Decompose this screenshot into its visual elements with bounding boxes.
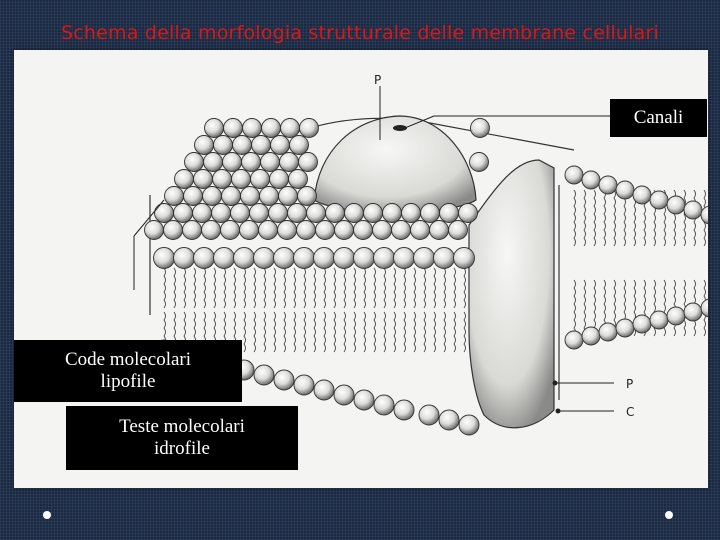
marker-p-side: P — [626, 377, 634, 391]
phospholipid-heads-right — [565, 166, 708, 349]
phospholipid-head — [616, 181, 634, 199]
phospholipid-head — [616, 319, 634, 337]
phospholipid-head — [260, 187, 279, 206]
lipid-tail — [374, 312, 376, 352]
phospholipid-head — [633, 186, 651, 204]
lipid-tail — [304, 312, 306, 352]
phospholipid-head — [174, 248, 195, 269]
lipid-tail — [244, 312, 246, 352]
phospholipid-head — [184, 187, 203, 206]
phospholipid-head — [459, 204, 478, 223]
lipid-tail — [344, 268, 346, 308]
phospholipid-head — [374, 395, 394, 415]
label-code-molecolari — [14, 340, 242, 402]
lipid-tail — [274, 268, 276, 308]
lipid-tail — [444, 312, 446, 352]
lipid-tail — [304, 268, 306, 308]
phospholipid-head — [254, 365, 274, 385]
lipid-tail — [284, 268, 286, 308]
phospholipid-head — [383, 204, 402, 223]
phospholipid-head — [241, 187, 260, 206]
lipid-tail — [614, 190, 616, 246]
phospholipid-head — [294, 375, 314, 395]
lipid-tail — [244, 268, 246, 308]
lipid-tail — [354, 268, 356, 308]
phospholipid-head — [402, 204, 421, 223]
phospholipid-head — [261, 153, 280, 172]
phospholipid-head — [440, 204, 459, 223]
phospholipid-head — [232, 170, 251, 189]
lipid-tail — [594, 190, 596, 246]
phospholipid-head — [297, 221, 316, 240]
label-code-line1: Code molecolari — [64, 349, 192, 370]
lipid-tail — [354, 312, 356, 352]
phospholipid-head — [434, 248, 455, 269]
phospholipid-head — [354, 390, 374, 410]
phospholipid-head — [599, 323, 617, 341]
label-teste-line1: Teste molecolari — [119, 416, 245, 437]
phospholipid-head — [185, 153, 204, 172]
phospholipid-head — [633, 315, 651, 333]
lipid-tail — [434, 268, 436, 308]
lipid-tail — [364, 312, 366, 352]
phospholipid-head — [411, 221, 430, 240]
lipid-tail — [344, 312, 346, 352]
phospholipid-head — [299, 153, 318, 172]
lipid-tail — [194, 268, 196, 308]
lipid-tail — [224, 268, 226, 308]
lipid-tail — [294, 268, 296, 308]
surface-protein — [314, 116, 476, 212]
lipid-tail — [334, 312, 336, 352]
phospholipid-head — [314, 380, 334, 400]
phospholipid-head — [354, 221, 373, 240]
phospholipid-head — [599, 176, 617, 194]
phospholipid-head — [271, 136, 290, 155]
lipid-tail — [204, 268, 206, 308]
label-canali — [610, 99, 707, 137]
phospholipid-head — [274, 370, 294, 390]
lipid-tail — [214, 268, 216, 308]
phospholipid-head — [374, 248, 395, 269]
phospholipid-head — [454, 248, 475, 269]
phospholipid-head — [565, 331, 583, 349]
phospholipid-head — [194, 248, 215, 269]
lipid-tail — [454, 312, 456, 352]
lipid-tail — [454, 268, 456, 308]
phospholipid-head — [335, 221, 354, 240]
lipid-tail — [404, 312, 406, 352]
phospholipid-head — [449, 221, 468, 240]
phospholipid-head — [278, 221, 297, 240]
phospholipid-head — [262, 119, 281, 138]
lipid-tail — [164, 268, 166, 308]
phospholipid-head — [316, 221, 335, 240]
phospholipid-head — [288, 204, 307, 223]
lipid-tail — [384, 268, 386, 308]
phospholipid-head — [270, 170, 289, 189]
phospholipid-head — [289, 170, 308, 189]
phospholipid-head — [242, 153, 261, 172]
phospholipid-head — [471, 119, 490, 138]
lipid-tail — [444, 268, 446, 308]
phospholipid-head — [233, 136, 252, 155]
lipid-tail — [284, 312, 286, 352]
lipid-tail — [384, 312, 386, 352]
bullet-dot-icon — [43, 511, 51, 519]
slide-title: Schema della morfologia strutturale delle membrane cellulari — [61, 22, 659, 44]
phospholipid-head — [439, 410, 459, 430]
phospholipid-head — [252, 136, 271, 155]
phospholipid-head — [254, 248, 275, 269]
lipid-tail — [324, 312, 326, 352]
label-canali-text: Canali — [633, 107, 684, 128]
lipid-tail — [314, 268, 316, 308]
phospholipid-head — [193, 204, 212, 223]
lipid-tail — [374, 268, 376, 308]
lipid-tail — [404, 268, 406, 308]
lipid-tail — [314, 312, 316, 352]
lipid-tail — [394, 268, 396, 308]
phospholipid-head — [224, 119, 243, 138]
phospholipid-head — [240, 221, 259, 240]
phospholipid-head — [650, 191, 668, 209]
phospholipid-head — [414, 248, 435, 269]
phospholipid-head — [394, 400, 414, 420]
phospholipid-head — [345, 204, 364, 223]
lipid-tail — [324, 268, 326, 308]
phospholipid-head — [684, 201, 702, 219]
lipid-tail — [394, 312, 396, 352]
phospholipid-head — [314, 248, 335, 269]
phospholipid-head — [298, 187, 317, 206]
phospholipid-head — [470, 153, 489, 172]
phospholipid-head — [281, 119, 300, 138]
phospholipid-head — [214, 136, 233, 155]
phospholipid-head — [164, 221, 183, 240]
lipid-tail — [364, 268, 366, 308]
phospholipid-head — [213, 170, 232, 189]
phospholipid-head — [650, 311, 668, 329]
lipid-tail — [434, 312, 436, 352]
phospholipid-head — [203, 187, 222, 206]
lipid-tail — [584, 280, 586, 336]
phospholipid-head — [174, 204, 193, 223]
phospholipid-head — [307, 204, 326, 223]
phospholipid-head — [582, 171, 600, 189]
phospholipid-head — [204, 153, 223, 172]
phospholipid-head — [234, 248, 255, 269]
lipid-tail — [414, 268, 416, 308]
phospholipid-head — [582, 327, 600, 345]
phospholipid-head — [194, 170, 213, 189]
phospholipid-head — [392, 221, 411, 240]
label-teste-line2: idrofile — [154, 438, 210, 459]
lipid-tail — [574, 190, 576, 246]
marker-p-top: P — [374, 73, 382, 87]
phospholipid-head — [565, 166, 583, 184]
phospholipid-head — [364, 204, 383, 223]
lipid-tail — [424, 312, 426, 352]
lipid-tail — [254, 312, 256, 352]
label-code-line2: lipofile — [100, 371, 156, 392]
phospholipid-head — [279, 187, 298, 206]
phospholipid-head — [274, 248, 295, 269]
phospholipid-head — [419, 405, 439, 425]
phospholipid-head — [430, 221, 449, 240]
lipid-tail — [604, 190, 606, 246]
phospholipid-head — [459, 415, 479, 435]
phospholipid-head — [290, 136, 309, 155]
bullet-dot-icon — [665, 511, 673, 519]
phospholipid-head — [221, 221, 240, 240]
lipid-tail — [334, 268, 336, 308]
phospholipid-head — [250, 204, 269, 223]
phospholipid-head — [222, 187, 241, 206]
phospholipid-head — [334, 385, 354, 405]
phospholipid-head — [354, 248, 375, 269]
lipid-tail — [684, 190, 686, 246]
phospholipid-head — [243, 119, 262, 138]
phospholipid-head — [195, 136, 214, 155]
lipid-tail — [584, 190, 586, 246]
phospholipid-head — [175, 170, 194, 189]
phospholipid-head — [212, 204, 231, 223]
phospholipid-head — [373, 221, 392, 240]
channel-protein — [469, 160, 554, 428]
phospholipid-head — [326, 204, 345, 223]
lipid-tail — [254, 268, 256, 308]
phospholipid-head — [421, 204, 440, 223]
phospholipid-head — [223, 153, 242, 172]
lipid-tail — [294, 312, 296, 352]
phospholipid-head — [684, 303, 702, 321]
phospholipid-head — [394, 248, 415, 269]
phospholipid-head — [259, 221, 278, 240]
phospholipid-head — [667, 196, 685, 214]
phospholipid-head — [269, 204, 288, 223]
phospholipid-head — [294, 248, 315, 269]
lipid-tail — [464, 268, 466, 308]
lipid-tail — [574, 280, 576, 336]
lipid-tail — [174, 268, 176, 308]
lipid-tail — [264, 268, 266, 308]
marker-c-side: C — [626, 405, 635, 419]
phospholipid-head — [214, 248, 235, 269]
lipid-tail — [234, 268, 236, 308]
phospholipid-head — [165, 187, 184, 206]
lipid-tail — [274, 312, 276, 352]
phospholipid-head — [183, 221, 202, 240]
phospholipid-head — [145, 221, 164, 240]
lipid-tail — [264, 312, 266, 352]
phospholipid-head — [231, 204, 250, 223]
phospholipid-head — [205, 119, 224, 138]
phospholipid-head — [280, 153, 299, 172]
phospholipid-head — [300, 119, 319, 138]
phospholipid-head — [334, 248, 355, 269]
phospholipid-head — [155, 204, 174, 223]
lipid-tail — [464, 312, 466, 352]
lipid-tail — [414, 312, 416, 352]
phospholipid-head — [154, 248, 175, 269]
phospholipid-head — [667, 307, 685, 325]
lipid-tail — [424, 268, 426, 308]
label-teste-molecolari — [66, 406, 298, 470]
lipid-tail — [184, 268, 186, 308]
phospholipid-head — [251, 170, 270, 189]
phospholipid-head — [202, 221, 221, 240]
